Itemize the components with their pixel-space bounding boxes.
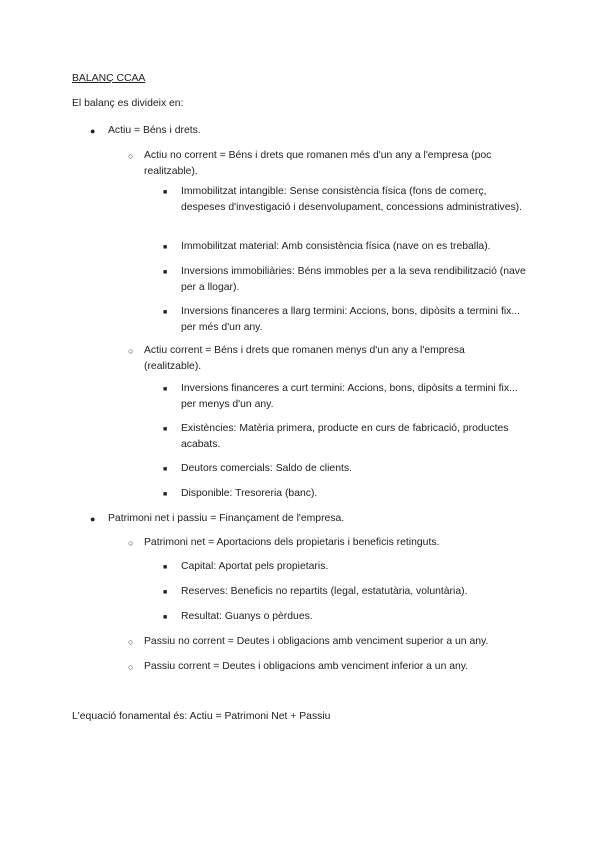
bullet-circle: ○	[128, 637, 134, 647]
bullet-circle: ○	[128, 538, 134, 548]
list-item	[163, 486, 526, 502]
list-item-text: Disponible: Tresoreria (banc).	[181, 488, 318, 499]
bullet-square: ■	[163, 244, 168, 251]
list-item	[163, 239, 526, 255]
list-item	[163, 264, 526, 296]
list-item-text: Immobilitzat intangible: Sense consistència física (fons de comerç, despeses d'investigació i desenvolupament, concessions administratives).	[181, 186, 523, 213]
bullet-square: ■	[163, 491, 168, 498]
list-item-text: Inversions financeres a llarg termini: Accions, bons, dipòsits a termini fix... per més d'un any.	[181, 306, 520, 333]
list-item-text: Resultat: Guanys o pèrdues.	[181, 611, 313, 622]
list-item-passiu-no-corrent	[128, 634, 544, 650]
list-item-actiu-corrent	[128, 343, 524, 375]
actiu-corrent-label: Actiu corrent = Béns i drets que romanen menys d'un any a l'empresa (realitzable).	[144, 345, 465, 372]
list-item-text: Inversions immobiliàries: Béns immobles per a la seva rendibilització (nave per a llogar).	[181, 266, 526, 293]
list-item	[163, 381, 526, 413]
list-item	[163, 304, 526, 336]
passiu-no-corrent-label: Passiu no corrent = Deutes i obligacions amb venciment superior a un any.	[144, 636, 489, 647]
bullet-square: ■	[163, 426, 168, 433]
bullet-square: ■	[163, 189, 168, 196]
bullet-disc: ●	[90, 514, 96, 524]
list-item-patrimoni-net	[128, 535, 524, 551]
list-item	[163, 559, 526, 575]
bullet-square: ■	[163, 614, 168, 621]
list-item-actiu	[90, 123, 528, 139]
bullet-square: ■	[163, 589, 168, 596]
list-item-patrimoni-passiu	[90, 511, 528, 527]
list-item-text: Capital: Aportat pels propietaris.	[181, 561, 329, 572]
bullet-square: ■	[163, 269, 168, 276]
bullet-square: ■	[163, 564, 168, 571]
list-item-text: Inversions financeres a curt termini: Accions, bons, dipòsits a termini fix... per menys d'un any.	[181, 383, 518, 410]
patrimoni-passiu-label: Patrimoni net i passiu = Finançament de l'empresa.	[108, 513, 345, 524]
list-item	[163, 461, 526, 477]
list-item	[163, 421, 526, 453]
list-item-passiu-corrent	[128, 659, 544, 675]
intro-text: El balanç es divideix en:	[72, 98, 184, 109]
document-title: BALANÇ CCAA	[72, 73, 146, 84]
list-item	[163, 184, 526, 216]
equation-text: L'equació fonamental és: Actiu = Patrimoni Net + Passiu	[72, 711, 331, 722]
list-item	[163, 584, 526, 600]
bullet-square: ■	[163, 386, 168, 393]
list-item-actiu-no-corrent	[128, 148, 524, 180]
patrimoni-net-label: Patrimoni net = Aportacions dels propietaris i beneficis retinguts.	[144, 537, 440, 548]
bullet-square: ■	[163, 309, 168, 316]
list-item-text: Immobilitzat material: Amb consistència física (nave on es treballa).	[181, 241, 491, 252]
bullet-circle: ○	[128, 151, 134, 161]
actiu-label: Actiu = Béns i drets.	[108, 125, 201, 136]
bullet-disc: ●	[90, 126, 96, 136]
list-item	[163, 609, 526, 625]
list-item-text: Deutors comercials: Saldo de clients.	[181, 463, 352, 474]
bullet-circle: ○	[128, 346, 134, 356]
list-item-text: Reserves: Beneficis no repartits (legal, estatutària, voluntària).	[181, 586, 468, 597]
actiu-no-corrent-label: Actiu no corrent = Béns i drets que romanen més d'un any a l'empresa (poc realitzable).	[144, 150, 492, 177]
bullet-square: ■	[163, 466, 168, 473]
bullet-circle: ○	[128, 662, 134, 672]
list-item-text: Existències: Matèria primera, producte en curs de fabricació, productes acabats.	[181, 423, 509, 450]
passiu-corrent-label: Passiu corrent = Deutes i obligacions amb venciment inferior a un any.	[144, 661, 469, 672]
